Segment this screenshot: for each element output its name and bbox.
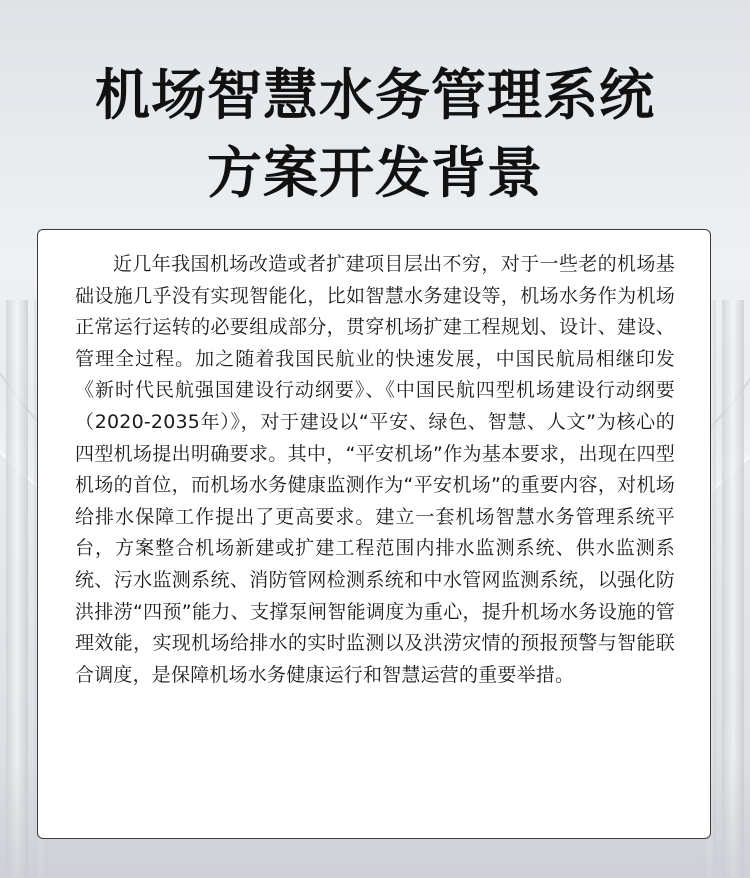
page-title: 机场智慧水务管理系统 [94, 63, 655, 127]
body-paragraph: 近几年我国机场改造或者扩建项目层出不穷，对于一些老的机场基础设施几乎没有实现智能化，比如智慧水务建设等，机场水务作为机场正常运行运转的必要组成部分，贯穿机场扩建工程规划、设计、建设、管理全过程。加之随着我国民航业的快速发展，中国民航局相继印发《新时代民航强国建设行动纲要》、《中国民航四型机场建设行动纲要（2020-2035年）》，对于建设以“平安、绿色、智慧、人文”为核心的四型机场提出明确要求。其中，“平安机场”作为基本要求，出现在四型机场的首位，而机场水务健康监测作为“平安机场”的重要内容，对机场给排水保障工作提出了更高要求。建立一套机场智慧水务管理系统平台，方案整合机场新建或扩建工程范围内排水监测系统、供水监测系统、污水监测系统、消防管网检测系统和中水管网监测系统，以强化防洪排涝“四预”能力、支撑泵闸智能调度为重心，提升机场水务设施的管理效能，实现机场给排水的实时监测以及洪涝灾情的预报预警与智能联合调度，是保障机场水务健康运行和智慧运营的重要举措。 [75, 253, 675, 686]
page-subtitle: 方案开发背景 [206, 141, 543, 205]
content-card [37, 229, 711, 839]
